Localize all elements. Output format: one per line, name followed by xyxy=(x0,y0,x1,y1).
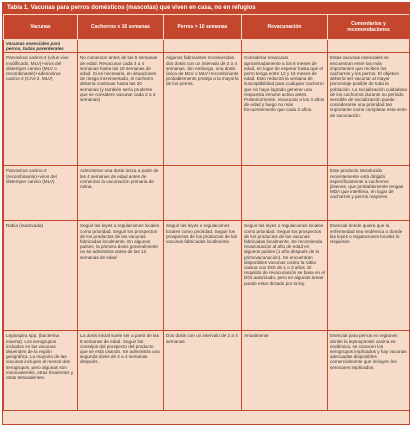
cell-comentarios: Esencial para perros en regiones donde la leptospirosis canina es endémica, se conocen los serogrupos implicados y hay vacunas adecuadas disponibles comercialmente que incluyen los serovares implicados. xyxy=(328,331,410,411)
cell-revacunacion: Anualmente xyxy=(242,331,328,411)
cell-cachorros: Administrar una dosis única a partir de las 4 semanas de edad antes de comenzar la vacunación primaria de rutina. xyxy=(78,166,164,221)
cell-cachorros: Seguir las leyes o regulaciones locales como prioridad. Seguir los prospectos de los productos de las vacunas fabricadas localmente. En algunos países, la primera dosis generalmente no se administra antes de las 12 semanas de edad xyxy=(78,221,164,331)
table-row xyxy=(4,331,410,411)
cell-cachorros: No comenzar antes de las 6 semanas de edad. Revacunar cada 3 a 4 semanas hasta las 16 semanas de edad. Si es necesario, en situaciones de riesgo incrementado, el cachorro debería continuar hasta las 20 semanas (y también sería prudente que se considere vacunar cada 2 a 3 semanas) xyxy=(78,53,164,166)
cell-vacuna: Parvovirus canino-2 (recombinante)+virus del distemper canino (MLV) xyxy=(4,166,78,221)
cell-revacunacion xyxy=(242,166,328,221)
header-cachorros: Cachorros ≤ 16 semanas xyxy=(78,15,164,40)
cell-perros: Seguir las leyes o regulaciones locales como prioridad. Seguir los prospectos de los productos de las vacunas fabricadas localmente. xyxy=(164,221,242,331)
table-row xyxy=(4,53,410,166)
cell-comentarios: Este producto introducido recientemente está dirigido específicamente a cachorros jóvenes, que probablemente tengan MDA que interfiera, en lugar de cachorros y perros mayores. xyxy=(328,166,410,221)
table-row xyxy=(4,221,410,331)
cell-revacunacion: Considerar revacunar aproximadamente a los 6 meses de edad, en lugar de esperar hasta que el perro tenga entre 12 y 16 meses de edad. Esto reducirá la ventana de susceptibilidad para cualquier cachorro que no haya logrado generar una respuesta inmune activa antes. Posteriormente, revacunar a los 3 años de edad y luego no más frecuentemente que cada 3 años. xyxy=(242,53,328,166)
cell-revacunacion: Seguir las leyes o regulaciones locales como prioridad. Seguir los prospectos de los productos de las vacunas fabricadas localmente. Se recomienda revacunación al año de edad en algunos países (1 año después de la primovacunación). Se encuentran disponibles vacunas contra la rabia canina con DOI de 1 o 3 años. El requisito de revacunación se basa en el DOI autorizado, pero en algunas áreas puede estar dictado por la ley. xyxy=(242,221,328,331)
cell-vacuna: Leptospira spp. (bacterina muerta). Los serogrupos incluidos en las vacunas dependen de la región geográfica. La mayoría de las vacunas incluyen al menos dos serogrupos, pero algunas son monovalentes, otras trivalentes y otras tetravalentes. xyxy=(4,331,78,411)
header-vacunas: Vacunas xyxy=(4,15,78,40)
cell-comentarios: Esencial donde quiera que la enfermedad sea endémica o donde las leyes o regulaciones locales lo requieran. xyxy=(328,221,410,331)
header-revacunacion: Revacunación xyxy=(242,15,328,40)
vaccine-table xyxy=(3,14,410,411)
cell-perros: Algunos fabricantes recomiendan dos dosis con un intervalo de 2 a 4 semanas. Sin embargo, una dosis única de MLV o MLV+recombinante probablemente proteja a la mayoría de los perros. xyxy=(164,53,242,166)
cell-vacuna: Parvovirus canino-2 (virus vivo modificado, MLV)+virus del distemper canino (MLV o recombinante)+adenovirus canino-2 (CAV-2, MLV) xyxy=(4,53,78,166)
vaccine-table-container xyxy=(2,2,410,425)
subheader-row xyxy=(4,40,410,53)
cell-perros: Dos dosis con un intervalo de 2 a 4 semanas xyxy=(164,331,242,411)
header-row xyxy=(4,15,410,40)
cell-cachorros: La dosis inicial suele ser a partir de las 8 semanas de edad. Seguir los consejos del prospecto del producto que se está usando. Se administra una segunda dosis de 2 a 4 semanas después. xyxy=(78,331,164,411)
table-title: Tabla 1. Vacunas para perros domésticos (mascotas) que viven en casa, no en refugios xyxy=(3,3,409,14)
header-comentarios: Comentarios y recomendaciones xyxy=(328,15,410,40)
cell-comentarios: Estas vacunas esenciales se encuentran entre las más importantes que reciben los cachorros y los perros. El objetivo debería ser vacunar al mayor porcentaje posible de toda la población. La socialización cuidadosa de los cachorros durante su período sensible de socialización puede considerarse una prioridad tan importante como completar esta serie de vacunación. xyxy=(328,53,410,166)
header-perros: Perros > 16 semanas xyxy=(164,15,242,40)
table-row xyxy=(4,166,410,221)
subheader-cell: Vacunas esenciales para perros, todas parenterales xyxy=(4,40,78,53)
cell-vacuna: Rabia (inactivada) xyxy=(4,221,78,331)
cell-perros xyxy=(164,166,242,221)
